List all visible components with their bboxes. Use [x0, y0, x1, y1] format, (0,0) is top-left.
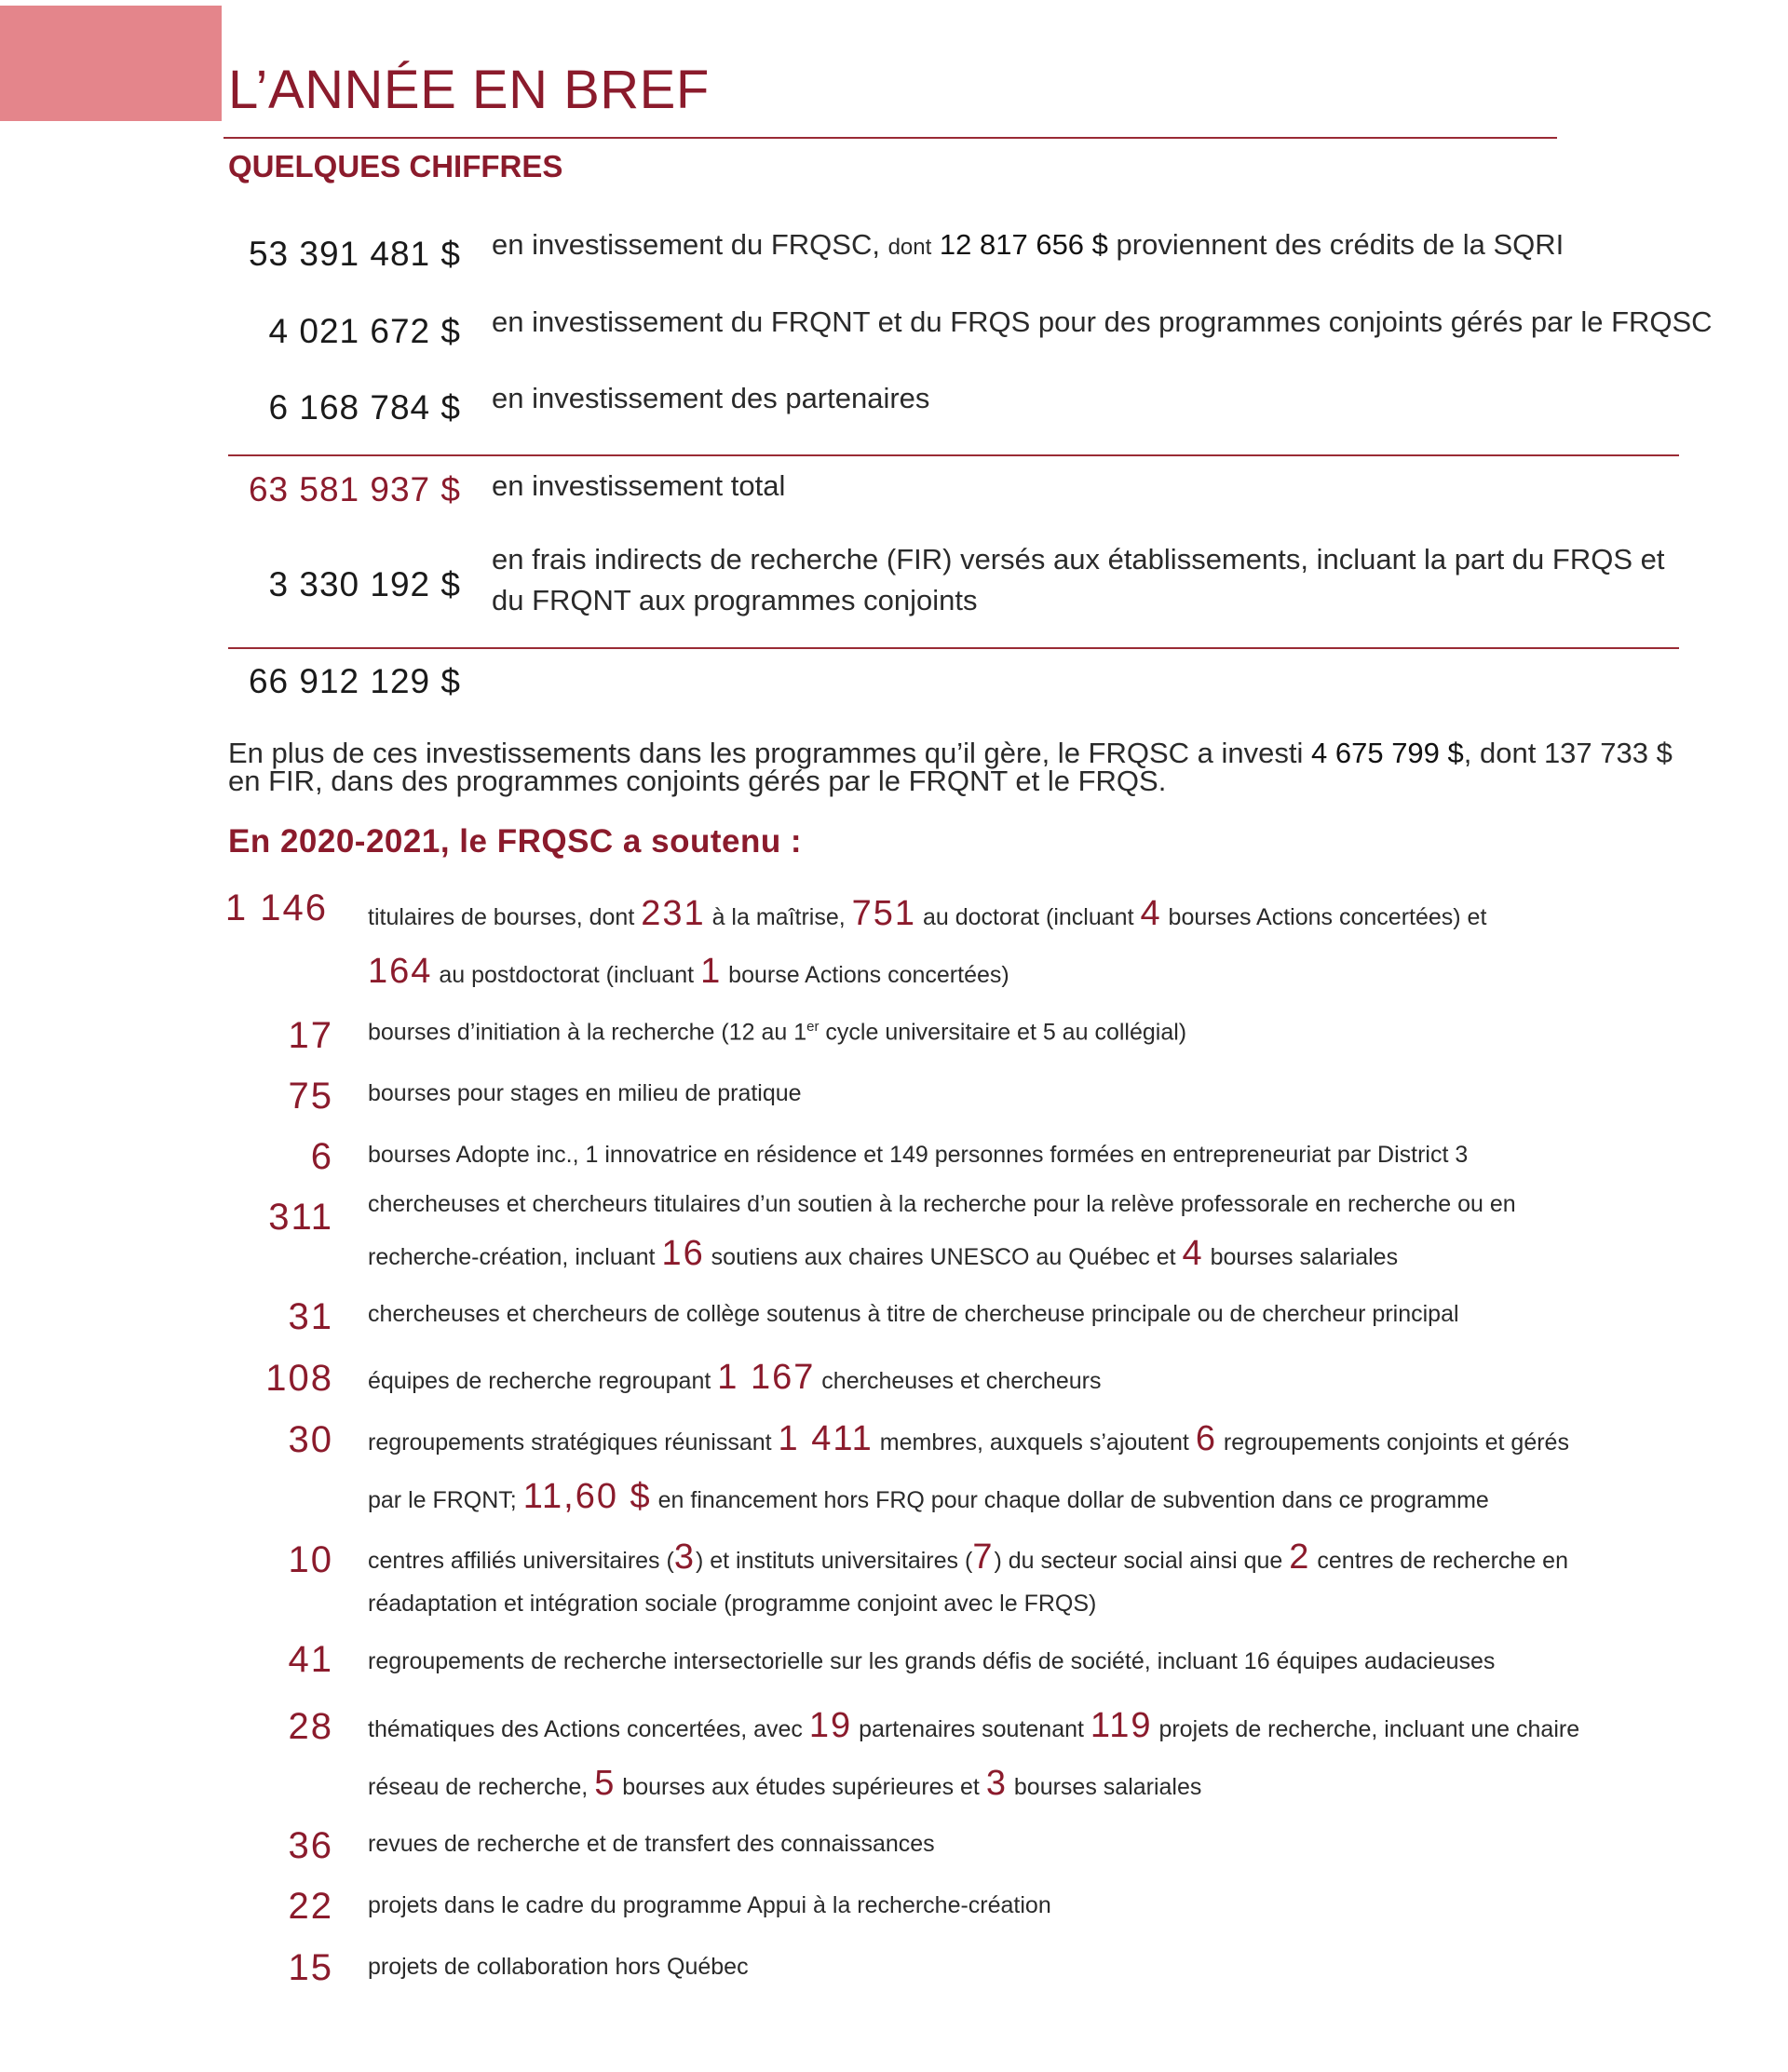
stat-text: recherche-création, incluant: [368, 1244, 662, 1270]
stat-text: ) et instituts universitaires (: [695, 1548, 973, 1574]
inline-number: 4: [1140, 894, 1162, 933]
amount-joint-programs: 4 021 672 $: [268, 312, 461, 350]
desc-text: en investissement du FRQSC,: [492, 228, 888, 261]
inline-number: 231: [641, 894, 706, 933]
stat-number: 311: [268, 1197, 333, 1238]
stat-number: 41: [288, 1639, 333, 1680]
stat-text: centres affiliés universitaires (: [368, 1548, 674, 1574]
stat-text: [368, 1706, 1579, 1746]
section-title: En 2020-2021, le FRQSC a soutenu :: [228, 823, 803, 860]
stat-text: chercheuses et chercheurs titulaires d’un soutien à la recherche pour la relève professorale en recherche ou en: [368, 1191, 1516, 1217]
page-title: L’ANNÉE EN BREF: [228, 60, 710, 120]
stat-text: regroupements stratégiques réunissant: [368, 1429, 779, 1456]
stat-text: chercheuses et chercheurs de collège soutenus à titre de chercheuse principale ou de chercheur principal: [368, 1301, 1459, 1327]
desc-amount: 12 817 656 $: [931, 228, 1108, 261]
stat-number: 15: [288, 1947, 333, 1988]
stat-number: 75: [288, 1076, 333, 1117]
amount-grand-total: 66 912 129 $: [248, 662, 461, 700]
stat-text: [368, 952, 1009, 992]
stat-text: [368, 894, 1486, 934]
stat-number: 31: [288, 1296, 333, 1337]
stat-number: 10: [288, 1539, 333, 1580]
inline-number: 119: [1090, 1706, 1153, 1745]
desc-frqsc: [492, 223, 1564, 269]
divider: [228, 647, 1679, 649]
desc-joint-programs: en investissement du FRQNT et du FRQS pour des programmes conjoints gérés par le FRQSC: [492, 305, 1713, 338]
stat-text: au doctorat (incluant: [916, 904, 1141, 930]
stat-text: projets de collaboration hors Québec: [368, 1954, 749, 1980]
inline-number: 16: [661, 1234, 705, 1273]
stat-text: regroupements de recherche intersectorielle sur les grands défis de société, incluant 16 équipes audacieuses: [368, 1648, 1496, 1674]
stat-text: soutiens aux chaires UNESCO au Québec et: [704, 1244, 1183, 1270]
stat-number: 30: [288, 1419, 333, 1460]
stat-text: regroupements conjoints et gérés: [1216, 1429, 1569, 1456]
inline-number: 5: [594, 1764, 616, 1803]
inline-number: 6: [1195, 1419, 1217, 1458]
superscript: er: [806, 1019, 820, 1035]
stat-text: projets dans le cadre du programme Appui à la recherche-création: [368, 1892, 1051, 1918]
inline-number: 1 411: [778, 1419, 874, 1458]
inline-number: 4: [1182, 1234, 1204, 1273]
stat-text: [368, 1419, 1569, 1459]
stat-text: bourses aux études supérieures et: [616, 1774, 986, 1800]
inline-number: 164: [368, 952, 433, 991]
stat-text: bourses salariales: [1203, 1244, 1399, 1270]
inline-number: 2: [1289, 1537, 1311, 1577]
stat-text: à la maîtrise,: [705, 904, 852, 930]
stat-text: bourses Adopte inc., 1 innovatrice en résidence et 149 personnes formées en entrepreneuriat par District 3: [368, 1142, 1469, 1168]
inline-number: 751: [851, 894, 917, 933]
desc-text: proviennent des crédits de la SQRI: [1107, 228, 1564, 261]
stat-text: équipes de recherche regroupant: [368, 1368, 718, 1394]
stat-text: par le FRQNT;: [368, 1487, 523, 1513]
stat-text: cycle universitaire et 5 au collégial): [819, 1019, 1187, 1046]
corner-accent-block: [0, 6, 222, 121]
stat-text: réadaptation et intégration sociale (programme conjoint avec le FRQS): [368, 1591, 1097, 1617]
amount-partners: 6 168 784 $: [268, 388, 461, 427]
amount-fir: 3 330 192 $: [268, 565, 461, 603]
stat-text: [368, 1234, 1398, 1274]
desc-total: en investissement total: [492, 469, 786, 502]
stat-number: 6: [310, 1136, 333, 1177]
stat-text: [368, 1764, 1201, 1804]
desc-partners: en investissement des partenaires: [492, 382, 930, 414]
stat-number: 1 146: [224, 887, 328, 928]
stat-text: membres, auxquels s’ajoutent: [873, 1429, 1196, 1456]
paragraph-amount: 4 675 799 $: [1311, 737, 1464, 769]
section-subtitle: QUELQUES CHIFFRES: [228, 149, 563, 183]
stat-text: au postdoctorat (incluant: [432, 962, 701, 988]
stat-text: bourse Actions concertées): [722, 962, 1009, 988]
amount-frqsc: 53 391 481 $: [248, 235, 461, 273]
stat-number: 17: [288, 1015, 333, 1056]
inline-number: 3: [985, 1764, 1008, 1803]
stat-text: [368, 1358, 1101, 1398]
stat-text: titulaires de bourses, dont: [368, 904, 642, 930]
stat-text: réseau de recherche,: [368, 1774, 595, 1800]
divider: [228, 454, 1679, 456]
stat-text: revues de recherche et de transfert des connaissances: [368, 1831, 935, 1857]
stat-text: [368, 1537, 1568, 1578]
stat-text: bourses pour stages en milieu de pratique: [368, 1080, 802, 1106]
stat-text: en financement hors FRQ pour chaque dollar de subvention dans ce programme: [651, 1487, 1489, 1513]
stat-text: centres de recherche en: [1310, 1548, 1568, 1574]
inline-number: 1: [700, 952, 723, 991]
investment-paragraph: [228, 739, 1686, 795]
inline-number: 19: [808, 1706, 853, 1745]
stat-text: [368, 1019, 1186, 1046]
inline-number: 3: [673, 1537, 696, 1577]
paragraph-text: En plus de ces investissements dans les programmes qu’il gère, le FRQSC a investi: [228, 737, 1311, 769]
inline-number: 7: [972, 1537, 995, 1577]
stat-text: bourses d’initiation à la recherche (12 au 1: [368, 1019, 807, 1046]
desc-fir-line1: en frais indirects de recherche (FIR) versés aux établissements, incluant la part du FRQS et: [492, 543, 1665, 576]
stat-number: 108: [265, 1358, 333, 1399]
stat-number: 22: [288, 1886, 333, 1927]
stat-number: 36: [288, 1825, 333, 1866]
paragraph-text: , dont 137 733 $ en FIR, dans des programmes conjoints gérés par le FRQNT et le FRQS.: [228, 737, 1673, 797]
stat-number: 28: [288, 1706, 333, 1747]
inline-number: 11,60 $: [522, 1477, 652, 1516]
stat-text: ) du secteur social ainsi que: [994, 1548, 1290, 1574]
stat-text: [368, 1477, 1489, 1517]
stat-text: thématiques des Actions concertées, avec: [368, 1716, 809, 1742]
title-underline: [224, 137, 1557, 139]
inline-number: 1 167: [717, 1358, 816, 1397]
stat-text: bourses salariales: [1007, 1774, 1202, 1800]
amount-total: 63 581 937 $: [248, 470, 461, 508]
stat-text: partenaires soutenant: [852, 1716, 1090, 1742]
stat-text: chercheuses et chercheurs: [815, 1368, 1102, 1394]
stat-text: projets de recherche, incluant une chaire: [1152, 1716, 1580, 1742]
desc-text-small: dont: [887, 235, 932, 260]
stat-text: bourses Actions concertées) et: [1161, 904, 1487, 930]
desc-fir-line2: du FRQNT aux programmes conjoints: [492, 584, 978, 616]
